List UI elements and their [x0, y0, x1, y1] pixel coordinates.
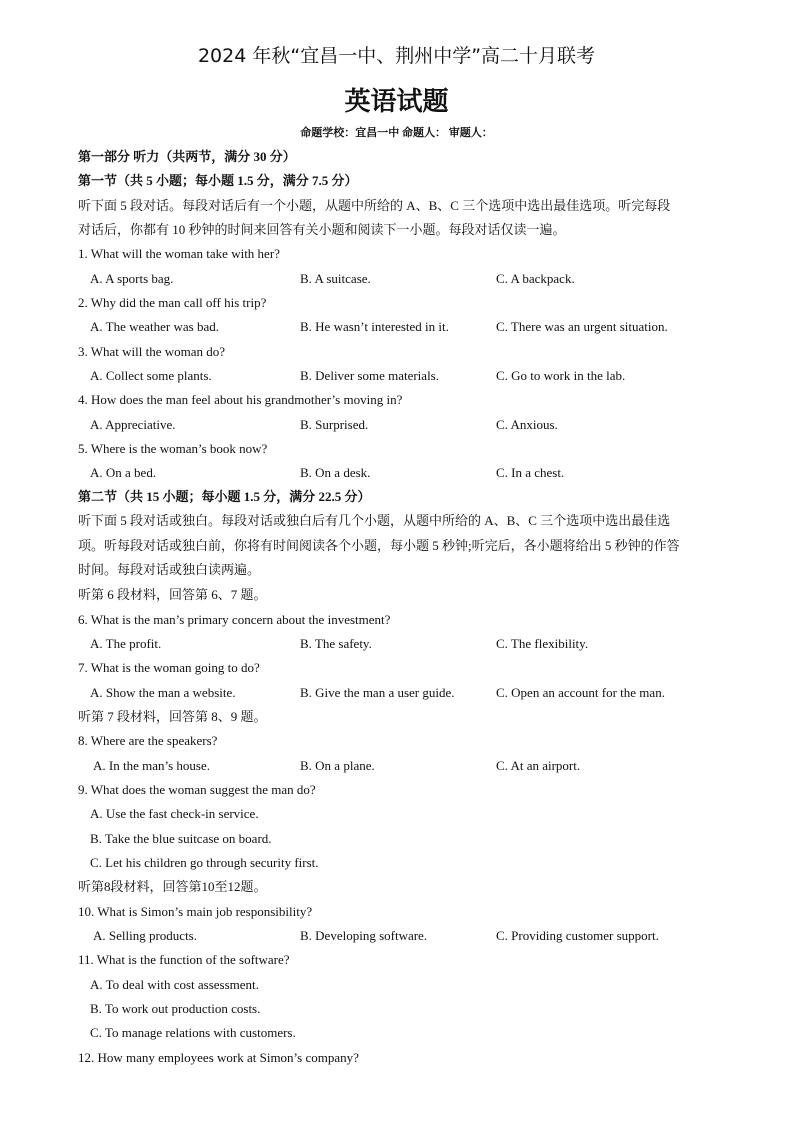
question-stem: 12. How many employees work at Simon’s company? [78, 1050, 359, 1065]
question-stem: 5. Where is the woman’s book now? [78, 441, 268, 456]
option-b: B. Take the blue suitcase on board. [90, 831, 272, 846]
section1-instruction-line: 对话后，你都有 10 秒钟的时间来回答有关小题和阅读下一小题。每段对话仅读一遍。 [78, 222, 566, 237]
option-b: B. On a plane. [300, 758, 375, 773]
question-stem: 1. What will the woman take with her? [78, 246, 280, 261]
option-a: A. The profit. [90, 636, 162, 651]
question-stem: 7. What is the woman going to do? [78, 660, 260, 675]
option-b: B. He wasn’t interested in it. [300, 319, 449, 334]
option-c: C. At an airport. [496, 758, 581, 773]
section1-heading: 第一节（共 5 小题；每小题 1.5 分，满分 7.5 分） [78, 173, 358, 188]
option-b: B. Give the man a user guide. [300, 685, 455, 700]
option-c: C. Go to work in the lab. [496, 368, 626, 383]
option-a: A. Collect some plants. [90, 368, 212, 383]
material-note: 听第 7 段材料，回答第 8、9 题。 [78, 709, 267, 724]
option-a: A. Selling products. [93, 928, 197, 943]
option-c: C. There was an urgent situation. [496, 319, 668, 334]
option-c: C. A backpack. [496, 271, 575, 286]
question-stem: 4. How does the man feel about his grandmother’s moving in? [78, 392, 403, 407]
option-b: B. Deliver some materials. [300, 368, 439, 383]
question-stem: 2. Why did the man call off his trip? [78, 295, 267, 310]
section2-heading: 第二节（共 15 小题；每小题 1.5 分，满分 22.5 分） [78, 489, 371, 504]
option-c: C. To manage relations with customers. [90, 1025, 296, 1040]
option-b: B. The safety. [300, 636, 372, 651]
option-a: A. Show the man a website. [90, 685, 236, 700]
question-stem: 3. What will the woman do? [78, 344, 226, 359]
section2-instruction-line: 时间。每段对话或独白读两遍。 [78, 562, 261, 577]
question-stem: 11. What is the function of the software? [78, 952, 290, 967]
option-c: C. Let his children go through security first. [90, 855, 319, 870]
question-stem: 8. Where are the speakers? [78, 733, 218, 748]
question-stem: 10. What is Simon’s main job responsibility? [78, 904, 313, 919]
material-note: 听第8段材料，回答第10至12题。 [78, 879, 267, 894]
option-c: C. In a chest. [496, 465, 565, 480]
option-b: B. Developing software. [300, 928, 428, 943]
option-c: C. The flexibility. [496, 636, 589, 651]
option-a: A. In the man’s house. [93, 758, 210, 773]
question-stem: 9. What does the woman suggest the man do? [78, 782, 316, 797]
exam-title: 2024 年秋“宜昌一中、荆州中学”高二十月联考 [197, 45, 596, 67]
option-b: B. A suitcase. [300, 271, 371, 286]
option-b: B. On a desk. [300, 465, 371, 480]
section1-instruction-line: 听下面 5 段对话。每段对话后有一个小题，从题中所给的 A、B、C 三个选项中选出最佳选项。听完每段 [78, 198, 671, 213]
option-a: A. Use the fast check-in service. [90, 806, 259, 821]
option-a: A. On a bed. [90, 465, 157, 480]
section2-instruction-line: 项。听每段对话或独白前，你将有时间阅读各个小题，每小题 5 秒钟;听完后，各小题将给出 5 秒钟的作答 [78, 538, 680, 553]
part1-heading: 第一部分 听力（共两节，满分 30 分） [78, 149, 296, 164]
option-c: C. Providing customer support. [496, 928, 659, 943]
option-c: C. Open an account for the man. [496, 685, 665, 700]
option-a: A. A sports bag. [90, 271, 174, 286]
material-note: 听第 6 段材料，回答第 6、7 题。 [78, 587, 267, 602]
option-a: A. Appreciative. [90, 417, 176, 432]
option-b: B. Surprised. [300, 417, 369, 432]
option-b: B. To work out production costs. [90, 1001, 261, 1016]
option-c: C. Anxious. [496, 417, 558, 432]
section2-instruction-line: 听下面 5 段对话或独白。每段对话或独白后有几个小题，从题中所给的 A、B、C 三个选项中选出最佳选 [78, 513, 671, 528]
option-a: A. To deal with cost assessment. [90, 977, 259, 992]
option-a: A. The weather was bad. [90, 319, 219, 334]
authors-line: 命题学校：宜昌一中 命题人： 审题人： [300, 127, 493, 139]
question-stem: 6. What is the man’s primary concern about the investment? [78, 612, 391, 627]
subject-title: 英语试题 [344, 87, 449, 117]
